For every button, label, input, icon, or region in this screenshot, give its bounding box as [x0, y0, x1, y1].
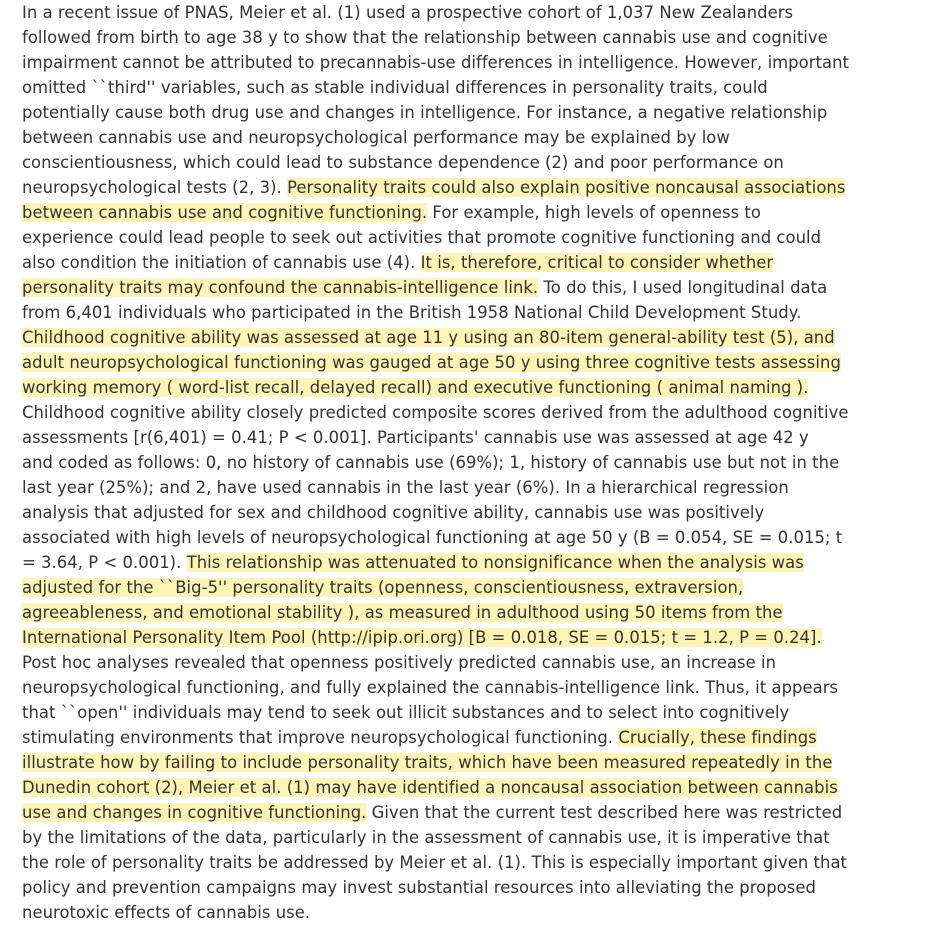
- body-text: followed from birth to age 38 y to show that the relationship between cannabis use and cognitive: [22, 28, 828, 47]
- highlighted-text: agreeableness, and emotional stability ), as measured in adulthood using 50 items from the: [22, 603, 783, 622]
- body-text: last year (25%); and 2, have used cannabis in the last year (6%). In a hierarchical regression: [22, 478, 789, 497]
- body-text: impairment cannot be attributed to precannabis-use differences in intelligence. However, important: [22, 53, 849, 72]
- text-line: [22, 375, 934, 400]
- body-text: associated with high levels of neuropsychological functioning at age 50 y (B = 0.054, SE = 0.015; t: [22, 528, 843, 547]
- body-text: experience could lead people to seek out activities that promote cognitive functioning and could: [22, 228, 822, 247]
- body-text: by the limitations of the data, particularly in the assessment of cannabis use, it is imperative that: [22, 828, 830, 847]
- document-body: [22, 0, 934, 925]
- body-text: = 3.64, P < 0.001).: [22, 553, 187, 572]
- text-line: [22, 450, 934, 475]
- body-text: omitted ``third'' variables, such as stable individual differences in personality traits, could: [22, 78, 768, 97]
- text-line: [22, 900, 934, 925]
- highlighted-text: personality traits may confound the cannabis-intelligence link.: [22, 278, 539, 297]
- body-text: from 6,401 individuals who participated in the British 1958 National Child Development Study.: [22, 303, 802, 322]
- body-text: In a recent issue of PNAS, Meier et al. (1) used a prospective cohort of 1,037 New Zealanders: [22, 3, 794, 22]
- text-line: [22, 625, 934, 650]
- highlighted-text: Personality traits could also explain positive noncausal associations: [287, 178, 846, 197]
- text-line: [22, 75, 934, 100]
- body-text: assessments [r(6,401) = 0.41; P < 0.001]. Participants' cannabis use was assessed at age 42 y: [22, 428, 809, 447]
- highlighted-text: Dunedin cohort (2), Meier et al. (1) may have identified a noncausal association between cannabis: [22, 778, 838, 797]
- text-line: [22, 775, 934, 800]
- body-text: neuropsychological functioning, and fully explained the cannabis-intelligence link. Thus, it appears: [22, 678, 839, 697]
- text-line: [22, 600, 934, 625]
- text-line: [22, 175, 934, 200]
- body-text: neuropsychological tests (2, 3).: [22, 178, 288, 197]
- body-text: Childhood cognitive ability closely predicted composite scores derived from the adulthood cognitive: [22, 403, 849, 422]
- text-line: [22, 125, 934, 150]
- highlighted-text: between cannabis use and cognitive functioning.: [22, 203, 428, 222]
- text-line: [22, 725, 934, 750]
- text-line: [22, 575, 934, 600]
- body-text: policy and prevention campaigns may invest substantial resources into alleviating the proposed: [22, 878, 816, 897]
- text-line: [22, 675, 934, 700]
- text-line: [22, 425, 934, 450]
- highlighted-text: Crucially, these findings: [618, 728, 817, 747]
- text-line: [22, 400, 934, 425]
- highlighted-text: International Personality Item Pool (http://ipip.ori.org) [B = 0.018, SE = 0.015; t = 1.2, P = 0.24].: [22, 628, 822, 647]
- text-line: [22, 650, 934, 675]
- body-text: neurotoxic effects of cannabis use.: [22, 903, 311, 922]
- text-line: [22, 700, 934, 725]
- text-line: [22, 0, 934, 25]
- highlighted-text: It is, therefore, critical to consider whether: [420, 253, 774, 272]
- body-text: conscientiousness, which could lead to substance dependence (2) and poor performance on: [22, 153, 784, 172]
- text-line: [22, 875, 934, 900]
- text-line: [22, 100, 934, 125]
- body-text: To do this, I used longitudinal data: [538, 278, 828, 297]
- highlighted-text: adult neuropsychological functioning was gauged at age 50 y using three cognitive tests assessing: [22, 353, 841, 372]
- body-text: potentially cause both drug use and changes in intelligence. For instance, a negative relationship: [22, 103, 828, 122]
- body-text: stimulating environments that improve neuropsychological functioning.: [22, 728, 619, 747]
- highlighted-text: This relationship was attenuated to nonsignificance when the analysis was: [186, 553, 804, 572]
- body-text: between cannabis use and neuropsychological performance may be explained by low: [22, 128, 730, 147]
- text-line: [22, 50, 934, 75]
- text-line: [22, 525, 934, 550]
- body-text: For example, high levels of openness to: [427, 203, 761, 222]
- body-text: and coded as follows: 0, no history of cannabis use (69%); 1, history of cannabis use but not in the: [22, 453, 840, 472]
- text-line: [22, 300, 934, 325]
- body-text: also condition the initiation of cannabis use (4).: [22, 253, 421, 272]
- text-line: [22, 550, 934, 575]
- highlighted-text: Childhood cognitive ability was assessed at age 11 y using an 80-item general-ability test (5), and: [22, 328, 835, 347]
- text-line: [22, 200, 934, 225]
- text-line: [22, 325, 934, 350]
- text-line: [22, 750, 934, 775]
- text-line: [22, 25, 934, 50]
- body-text: Post hoc analyses revealed that openness positively predicted cannabis use, an increase in: [22, 653, 777, 672]
- body-text: that ``open'' individuals may tend to seek out illicit substances and to select into cognitively: [22, 703, 790, 722]
- text-line: [22, 825, 934, 850]
- highlighted-text: working memory ( word-list recall, delayed recall) and executive functioning ( animal naming ).: [22, 378, 809, 397]
- highlighted-text: adjusted for the ``Big-5'' personality traits (openness, conscientiousness, extraversion,: [22, 578, 744, 597]
- body-text: Given that the current test described here was restricted: [366, 803, 843, 822]
- text-line: [22, 250, 934, 275]
- text-line: [22, 500, 934, 525]
- text-line: [22, 275, 934, 300]
- text-line: [22, 350, 934, 375]
- text-line: [22, 800, 934, 825]
- highlighted-text: illustrate how by failing to include personality traits, which have been measured repeatedly in the: [22, 753, 833, 772]
- text-line: [22, 850, 934, 875]
- highlighted-text: use and changes in cognitive functioning.: [22, 803, 367, 822]
- body-text: analysis that adjusted for sex and childhood cognitive ability, cannabis use was positively: [22, 503, 765, 522]
- body-text: the role of personality traits be addressed by Meier et al. (1). This is especially important given that: [22, 853, 848, 872]
- text-line: [22, 225, 934, 250]
- text-line: [22, 475, 934, 500]
- text-line: [22, 150, 934, 175]
